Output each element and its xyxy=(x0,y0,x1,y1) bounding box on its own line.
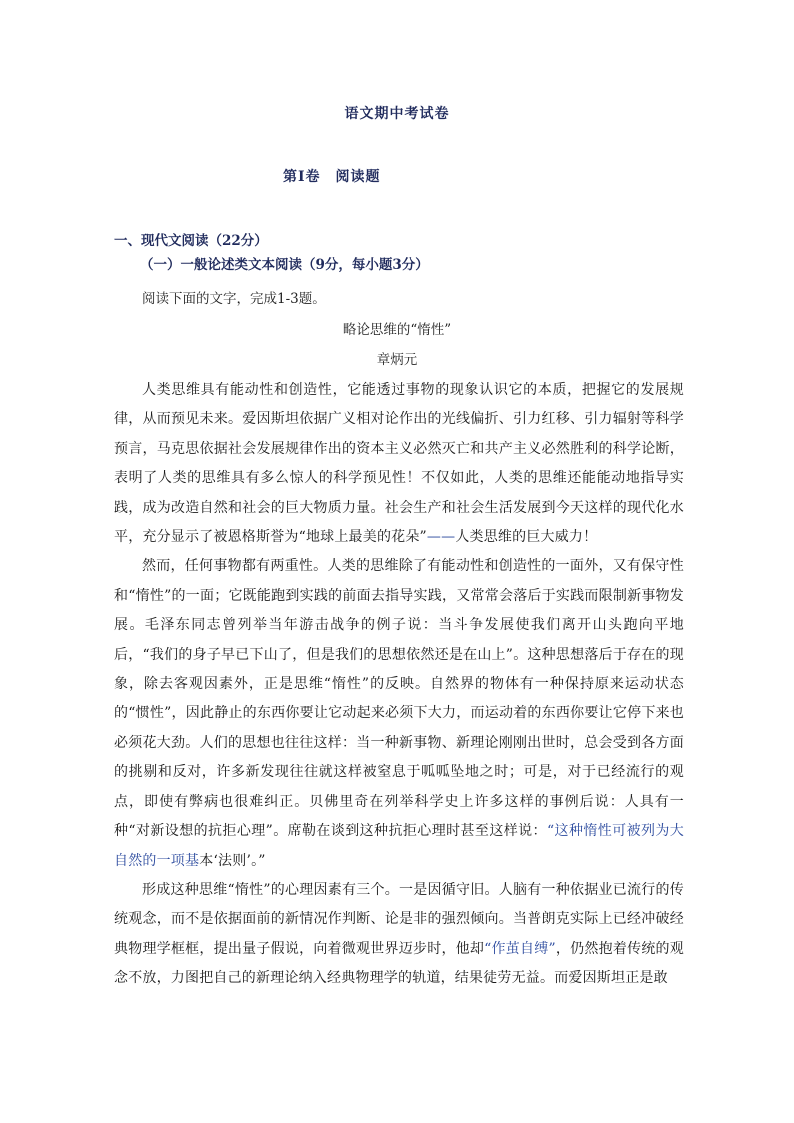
reading-instruction: 阅读下面的文字，完成1-3题。 xyxy=(142,291,326,307)
subsection-heading: （一）一般论述类文本阅读（9分，每小题3分） xyxy=(140,257,429,273)
paragraph-2 xyxy=(114,552,684,875)
paragraph-1 xyxy=(114,376,684,552)
paragraph-1-end: 人类思维的巨大威力！ xyxy=(455,529,598,546)
paragraph-1-dash: —— xyxy=(426,529,456,546)
article-author: 章炳元 xyxy=(376,352,418,368)
volume-title: 第Ⅰ卷 阅读题 xyxy=(283,169,381,185)
paragraph-2-text: 然而，任何事物都有两重性。人类的思维除了有能动性和创造性的一面外，又有保守性和“惰性”的一面；它既能跑到实践的前面去指导实践，又常常会落后于实践而限制新事物发展。毛泽东同志曾列举当年游击战争的例子说：当斗争发展使我们离开山头跑向平地后，“我们的身子早已下山了，但是我们的思想依然还是在山上”。这种思想落后于存在的现象，除去客观因素外，正是思维“惰性”的反映。自然界的物体有一种保持原来运动状态的“惯性”，因此静止的东西你要让它动起来必须下大力，而运动着的东西你要让它停下来也必须花大劲。人们的思想也往往这样：当一种新事物、新理论刚刚出世时，总会受到各方面的挑剔和反对，许多新发现往往就这样被窒息于呱呱坠地之时；可是，对于已经流行的观点，即使有弊病也很难纠正。贝佛里奇在列举科学史上许多这样的事例后说：人具有一种“对新设想的抗拒心理”。席勒在谈到这种抗拒心理时甚至这样说： xyxy=(114,558,684,840)
section-heading: 一、现代文阅读（22分） xyxy=(114,233,268,249)
paragraph-3 xyxy=(114,876,684,994)
exam-title: 语文期中考试卷 xyxy=(344,106,450,122)
paragraph-2-quote: “这种惰性可被列为大自然的一项基 xyxy=(114,823,684,869)
article-body xyxy=(114,376,684,994)
paragraph-1-text: 人类思维具有能动性和创造性，它能透过事物的现象认识它的本质，把握它的发展规律，从而预见未来。爱因斯坦依据广义相对论作出的光线偏折、引力红移、引力辐射等科学预言，马克思依据社会发展规律作出的资本主义必然灭亡和共产主义必然胜利的科学论断，表明了人类的思维具有多么惊人的科学预见性！不仅如此，人类的思维还能能动地指导实践，成为改造自然和社会的巨大物质力量。社会生产和社会生活发展到今天这样的现代化水平，充分显示了被恩格斯誉为“地球上最美的花朵” xyxy=(114,382,684,546)
article-title: 略论思维的“惰性” xyxy=(342,322,452,338)
paragraph-3-text: 形成这种思维“惰性”的心理因素有三个。一是因循守旧。人脑有一种依据业已流行的传统观念，而不是依据面前的新情况作判断、论是非的强烈倾向。当普朗克实际上已经冲破经典物理学框框，提出量子假说，向着微观世界迈步时，他却 xyxy=(114,881,684,957)
paragraph-2-end: 本‘法则’。” xyxy=(199,852,266,869)
paragraph-3-end: ，仍然抱着传统的观念不放，力图把自己的新理论纳入经典物理学的轨道，结果徒劳无益。而爱因斯坦正是敢 xyxy=(114,940,684,987)
paragraph-3-quote: “作茧自缚” xyxy=(484,940,556,957)
